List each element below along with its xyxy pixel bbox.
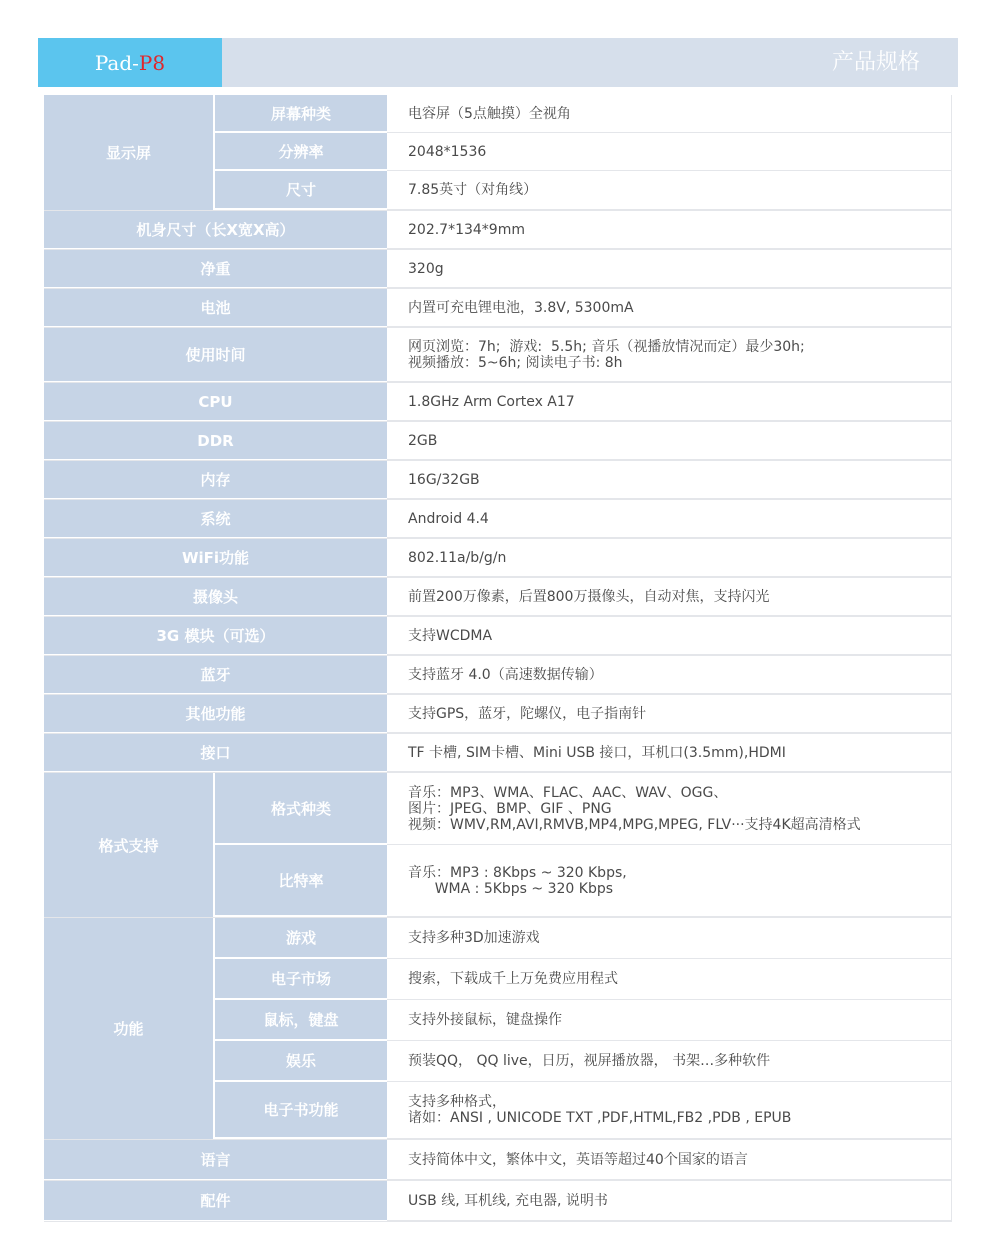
spec-value: 2GB [387,422,952,460]
spec-value [387,1082,952,1139]
spec-label: 屏幕种类 [215,95,387,133]
spec-value: 支持蓝牙 4.0（高速数据传输） [387,656,952,694]
spec-label: 语言 [44,1140,387,1180]
spec-row [44,289,952,328]
spec-label: 净重 [44,250,387,288]
spec-value-line: 视频：WMV,RM,AVI,RMVB,MP4,MPG,MPEG, FLV···支持4K超高清格式 [408,816,861,833]
spec-value [387,845,952,917]
spec-row [44,422,952,461]
spec-value: 支持GPS，蓝牙，陀螺仪，电子指南针 [387,695,952,733]
spec-label: 机身尺寸（长X宽X高） [44,211,387,249]
spec-label: DDR [44,422,387,460]
spec-value-line: WMA : 5Kbps ~ 320 Kbps [408,880,614,897]
spec-label: 内存 [44,461,387,499]
spec-value: 1.8GHz Arm Cortex A17 [387,383,952,421]
spec-row [44,734,952,773]
spec-label: 格式种类 [215,773,387,845]
spec-row [215,171,952,210]
spec-value: 802.11a/b/g/n [387,539,952,577]
page-title: 产品规格 [831,50,920,75]
spec-row [215,133,952,171]
spec-row [44,461,952,500]
spec-label: 摄像头 [44,578,387,616]
spec-value: 支持WCDMA [387,617,952,655]
spec-label: 配件 [44,1181,387,1221]
spec-label: 系统 [44,500,387,538]
spec-value-line: 视频播放：5~6h; 阅读电子书: 8h [408,354,623,371]
group-label: 格式支持 [44,773,215,917]
model-name [38,38,222,87]
spec-label: 其他功能 [44,695,387,733]
spec-label: 电子市场 [215,959,387,1000]
spec-value: 支持外接鼠标，键盘操作 [387,1000,952,1041]
spec-value: 7.85英寸（对角线） [387,171,952,210]
spec-value-line: 支持多种格式， [408,1094,506,1110]
spec-value: 电容屏（5点触摸）全视角 [387,95,952,133]
spec-value: 320g [387,250,952,288]
spec-value-line: 网页浏览：7h; 游戏: 5.5h; 音乐（视播放情况而定）最少30h; [408,338,805,355]
spec-row [44,500,952,539]
spec-row [44,211,952,250]
spec-value-line: 音乐：MP3、WMA、FLAC、AAC、WAV、OGG、 [408,784,728,801]
spec-value-line: 图片：JPEG、BMP、GIF 、PNG [408,800,612,817]
spec-row [44,328,952,383]
spec-row [44,383,952,422]
spec-row [215,1082,952,1139]
spec-row [44,695,952,734]
spec-row [215,1041,952,1082]
spec-value: 搜索，下载成千上万免费应用程式 [387,959,952,1000]
spec-label: 蓝牙 [44,656,387,694]
spec-label: 鼠标，键盘 [215,1000,387,1041]
spec-row [215,95,952,133]
spec-group-function [44,918,952,1140]
spec-value: 202.7*134*9mm [387,211,952,249]
spec-group-display [44,95,952,211]
spec-row [44,656,952,695]
group-label: 显示屏 [44,95,215,210]
spec-row [215,1000,952,1041]
spec-value: 支持简体中文，繁体中文，英语等超过40个国家的语言 [387,1140,952,1180]
spec-label: 电子书功能 [215,1082,387,1139]
spec-value: 内置可充电锂电池，3.8V, 5300mA [387,289,952,327]
spec-row [215,773,952,845]
spec-label: 电池 [44,289,387,327]
model-suffix: P8 [138,50,166,75]
spec-label: CPU [44,383,387,421]
spec-value: 预装QQ， QQ live，日历，视屏播放器， 书架…多种软件 [387,1041,952,1082]
spec-row [44,578,952,617]
spec-value: 2048*1536 [387,133,952,171]
spec-row [44,617,952,656]
spec-label: 娱乐 [215,1041,387,1082]
spec-value-line: 音乐：MP3 : 8Kbps ~ 320 Kbps, [408,864,627,881]
spec-value: TF 卡槽, SIM卡槽、Mini USB 接口，耳机口(3.5mm),HDMI [387,734,952,772]
spec-label: 游戏 [215,918,387,959]
model-prefix: Pad- [94,50,139,75]
spec-row [215,959,952,1000]
spec-label: 使用时间 [44,328,387,382]
spec-value [387,328,952,382]
spec-value: Android 4.4 [387,500,952,538]
spec-value: USB 线, 耳机线, 充电器, 说明书 [387,1181,952,1221]
spec-value: 支持多种3D加速游戏 [387,918,952,959]
spec-row [44,250,952,289]
group-label: 功能 [44,918,215,1139]
spec-table [44,95,952,1222]
spec-row [44,1140,952,1181]
spec-label: 尺寸 [215,171,387,210]
spec-row [44,1181,952,1222]
spec-value [387,773,952,845]
spec-row [215,845,952,917]
spec-value: 16G/32GB [387,461,952,499]
spec-row [44,539,952,578]
spec-value: 前置200万像素，后置800万摄像头，自动对焦，支持闪光 [387,578,952,616]
spec-label: 3G 模块（可选） [44,617,387,655]
spec-row [215,918,952,959]
spec-group-format [44,773,952,918]
spec-value-line: 诸如：ANSI , UNICODE TXT ,PDF,HTML,FB2 ,PDB , EPUB [408,1110,792,1126]
page-header [38,38,958,87]
spec-label: 比特率 [215,845,387,917]
spec-label: 分辨率 [215,133,387,171]
spec-label: 接口 [44,734,387,772]
spec-label: WiFi功能 [44,539,387,577]
